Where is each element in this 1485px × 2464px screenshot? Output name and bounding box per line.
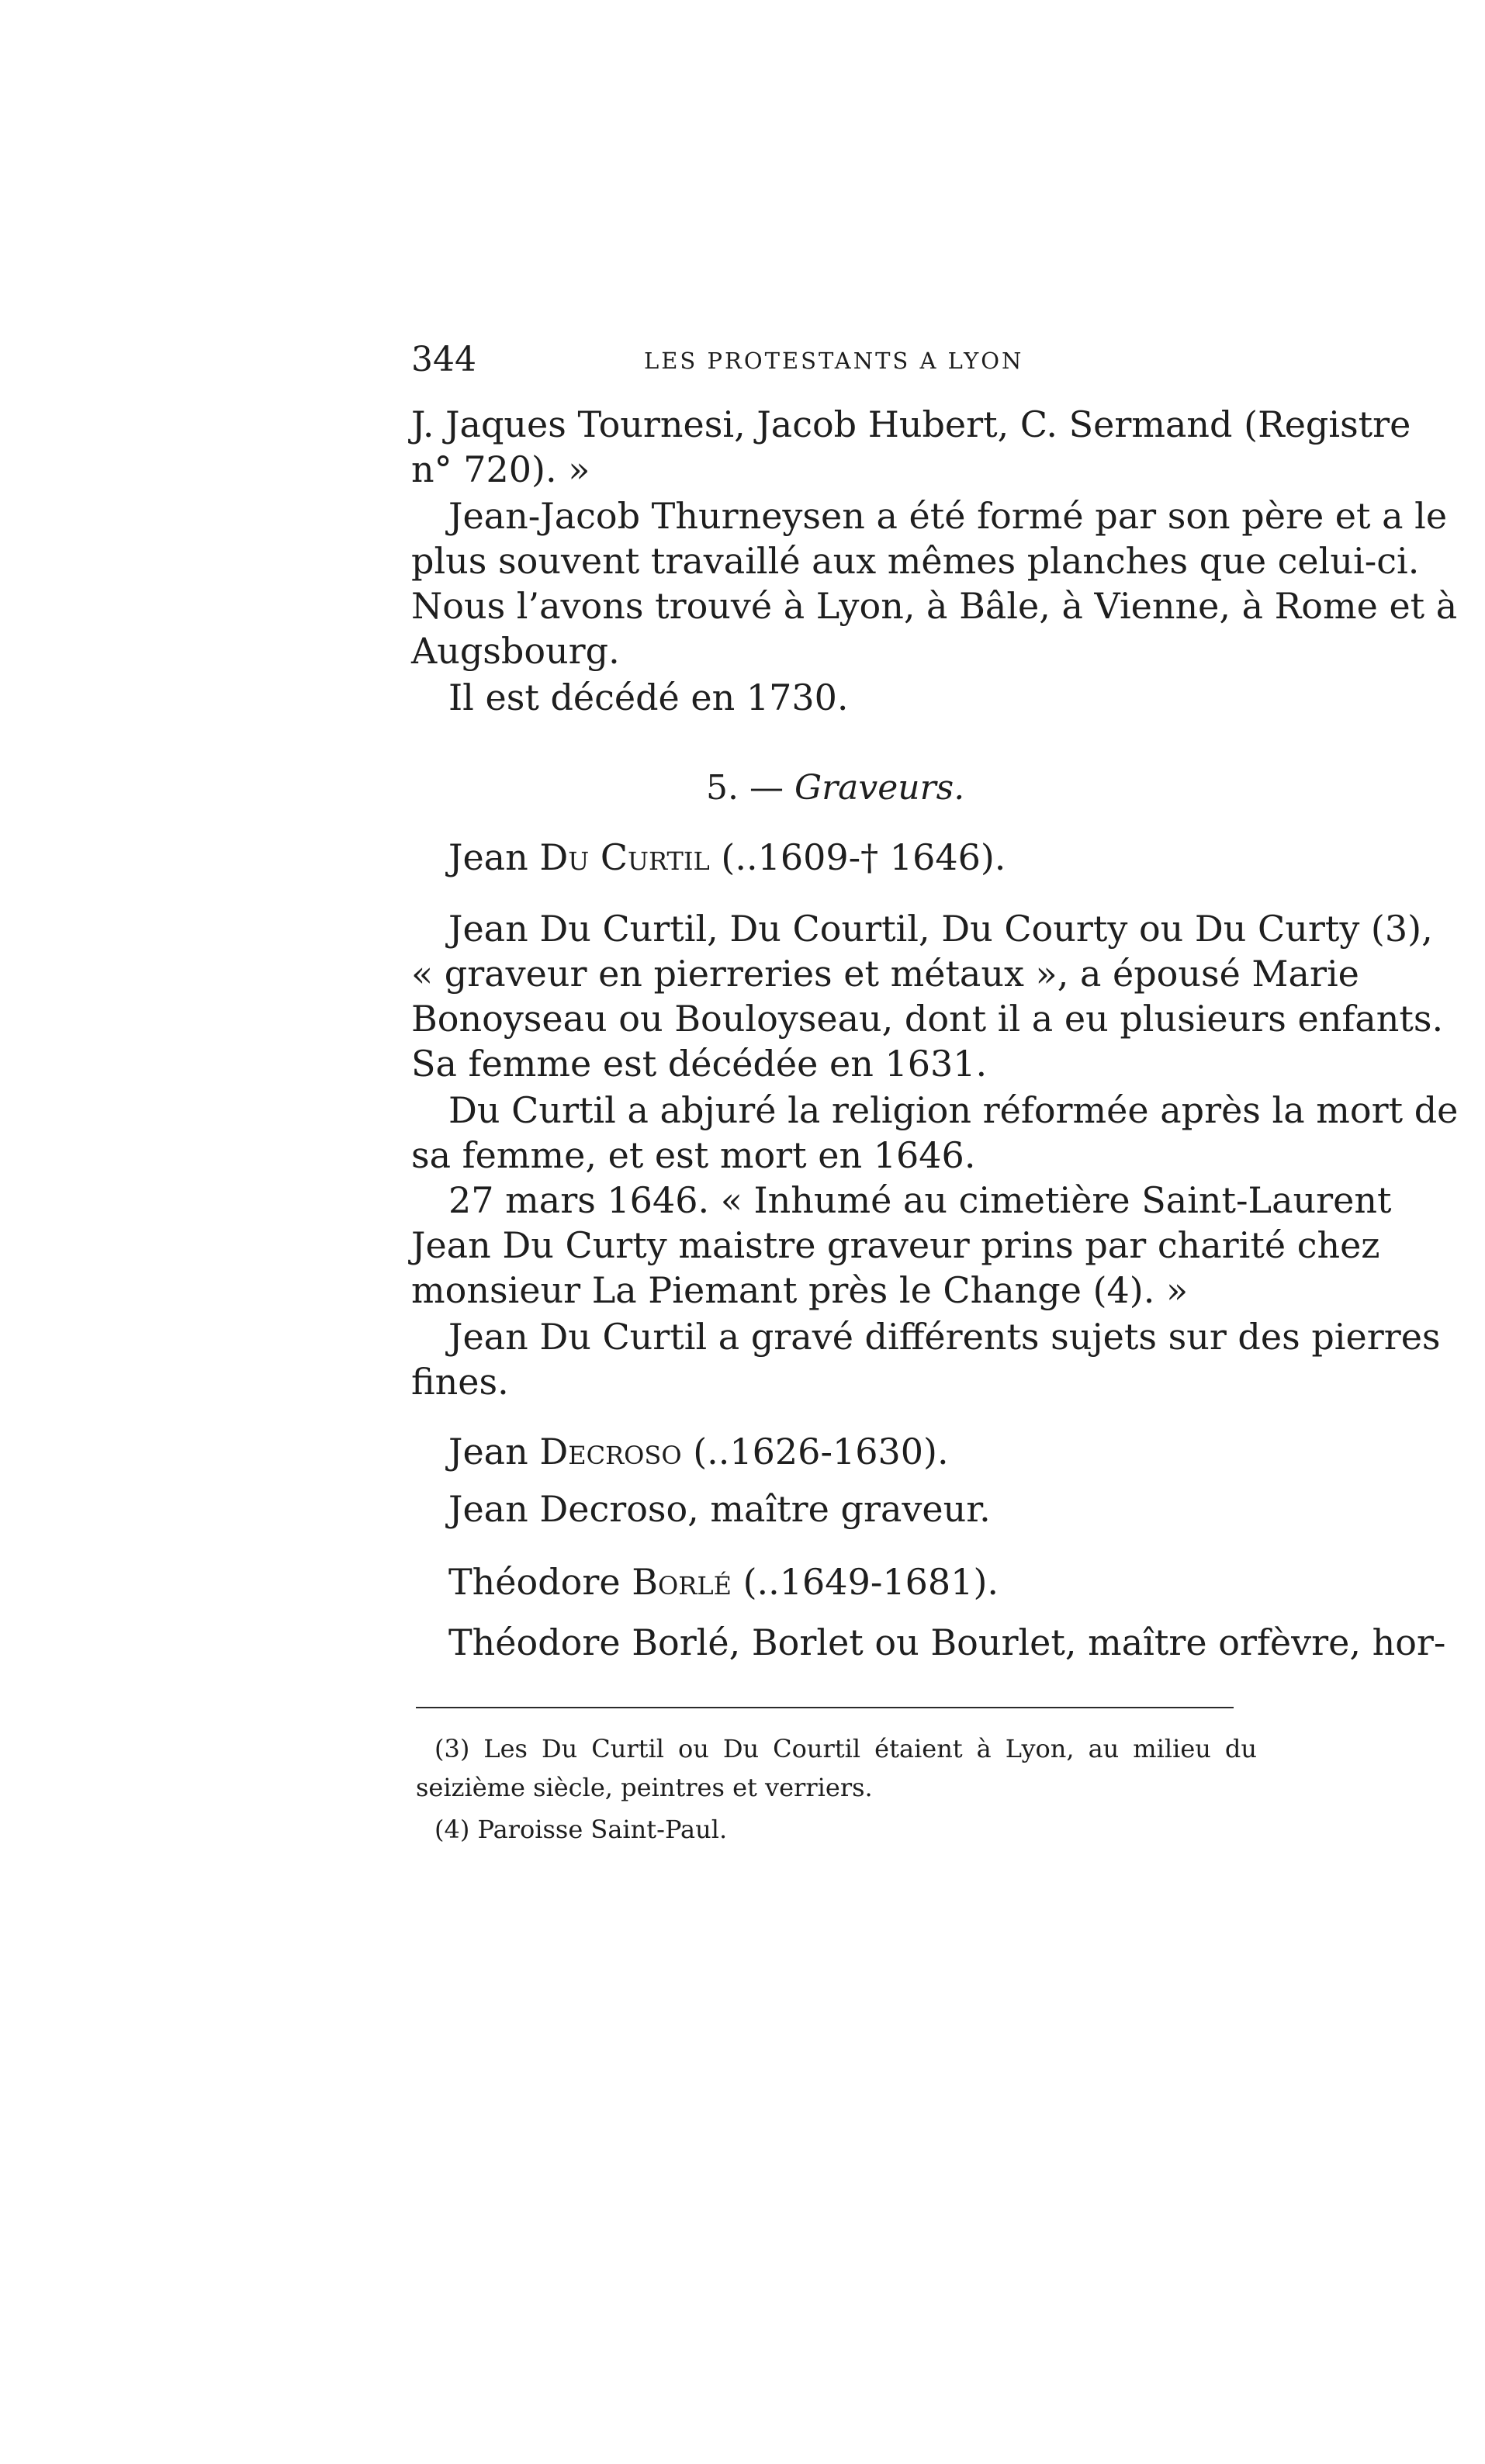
paragraph-line: monsieur La Piemant près le Change (4). » bbox=[411, 1269, 1189, 1311]
entry-surname: Decroso bbox=[539, 1431, 682, 1473]
paragraph-line: Jean-Jacob Thurneysen a été formé par son père et a le bbox=[448, 495, 1448, 537]
paragraph-line: Jean Du Curtil a gravé différents sujets sur des pierres bbox=[448, 1316, 1441, 1358]
paragraph-line: Jean Du Curtil, Du Courtil, Du Courty ou Du Curty (3), bbox=[448, 908, 1433, 950]
paragraph-line: Jean Du Curty maistre graveur prins par charité chez bbox=[411, 1224, 1380, 1266]
page-number: 344 bbox=[411, 340, 476, 379]
paragraph-line: J. Jaques Tournesi, Jacob Hubert, C. Sermand (Registre bbox=[411, 403, 1411, 445]
paragraph-line: Nous l’avons trouvé à Lyon, à Bâle, à Vienne, à Rome et à bbox=[411, 585, 1458, 627]
entry-heading-decroso bbox=[448, 1429, 949, 1474]
footnote-4: (4) Paroisse Saint-Paul. bbox=[434, 1815, 728, 1844]
section-heading bbox=[706, 768, 964, 808]
entry-heading-borle bbox=[448, 1559, 999, 1604]
paragraph-line: Jean Decroso, maître graveur. bbox=[448, 1488, 991, 1530]
paragraph-line: Théodore Borlé, Borlet ou Bourlet, maître orfèvre, hor- bbox=[448, 1621, 1446, 1663]
entry-dates: (..1609-† 1646). bbox=[721, 836, 1006, 878]
entry-first-name: Jean bbox=[448, 1431, 528, 1473]
footnote-divider bbox=[416, 1707, 1234, 1708]
entry-surname: Borlé bbox=[632, 1561, 732, 1603]
paragraph-line: Augsbourg. bbox=[411, 630, 620, 672]
section-number: 5. — bbox=[706, 768, 784, 808]
entry-dates: (..1649-1681). bbox=[742, 1561, 999, 1603]
entry-surname: Du Curtil bbox=[539, 836, 710, 878]
paragraph-line: Du Curtil a abjuré la religion réformée après la mort de bbox=[448, 1089, 1459, 1131]
entry-dates: (..1626-1630). bbox=[693, 1431, 949, 1473]
paragraph-line: plus souvent travaillé aux mêmes planches que celui-ci. bbox=[411, 540, 1420, 582]
paragraph-line: fines. bbox=[411, 1361, 509, 1403]
paragraph-line: n° 720). » bbox=[411, 448, 590, 490]
footnote-3: (3) Les Du Curtil ou Du Courtil étaient à Lyon, au milieu du bbox=[434, 1734, 1257, 1763]
paragraph-line: Il est décédé en 1730. bbox=[448, 677, 849, 718]
entry-heading-curtil bbox=[448, 835, 1006, 880]
running-title: LES PROTESTANTS A LYON bbox=[644, 348, 1024, 374]
paragraph-line: Sa femme est décédée en 1631. bbox=[411, 1043, 988, 1085]
paragraph-line: sa femme, et est mort en 1646. bbox=[411, 1134, 976, 1176]
section-title: Graveurs. bbox=[794, 768, 965, 808]
footnote-3-continued: seizième siècle, peintres et verriers. bbox=[416, 1773, 873, 1802]
entry-first-name: Théodore bbox=[448, 1561, 621, 1603]
paragraph-line: « graveur en pierreries et métaux », a épousé Marie bbox=[411, 953, 1359, 995]
paragraph-line: Bonoyseau ou Bouloyseau, dont il a eu plusieurs enfants. bbox=[411, 998, 1444, 1040]
paragraph-line: 27 mars 1646. « Inhumé au cimetière Saint-Laurent bbox=[448, 1179, 1392, 1221]
entry-first-name: Jean bbox=[448, 836, 528, 878]
